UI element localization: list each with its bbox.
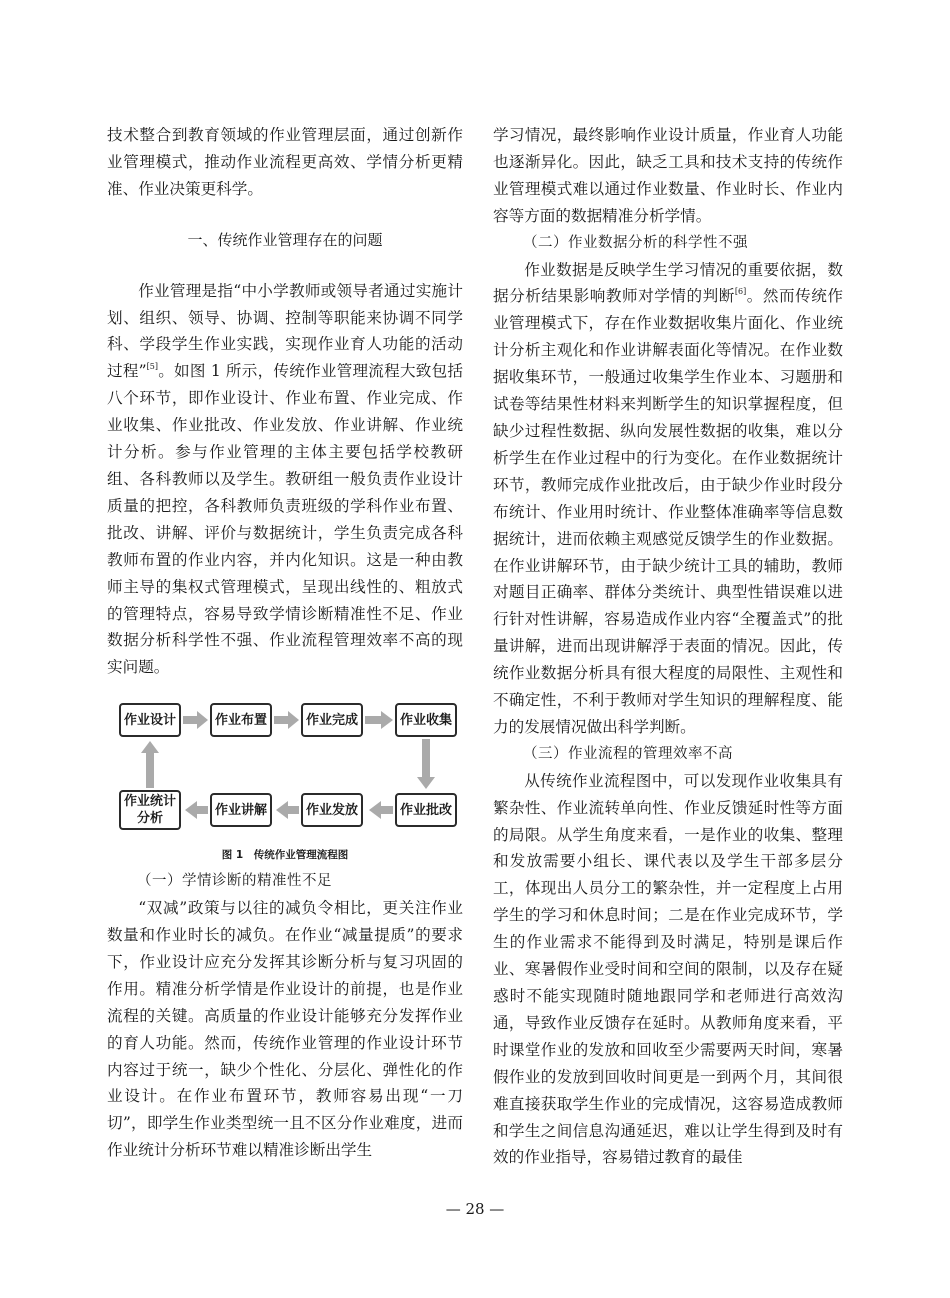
left-column <box>107 122 463 1164</box>
arrow-left-3 <box>185 801 208 819</box>
figure-caption: 图 1 传统作业管理流程图 <box>221 849 349 862</box>
reference-5: [5] <box>146 362 158 372</box>
paragraph-3-text-a: 作业数据是反映学生学习情况的重要依据，数据分析结果影响教师对学情的判断 <box>493 260 843 306</box>
flow-box-return: 作业发放 <box>301 793 363 827</box>
flow-box-assign: 作业布置 <box>210 703 272 737</box>
right-column <box>493 122 843 1171</box>
flow-box-design: 作业设计 <box>119 703 181 737</box>
flow-arrows <box>107 695 463 839</box>
paragraph-continued: 学习情况，最终影响作业设计质量，作业育人功能也逐渐异化。因此，缺乏工具和技术支持的传统作业管理模式难以通过作业数量、作业时长、作业内容等方面的数据精准分析学情。 <box>493 126 843 225</box>
paragraph-1-text-b: 。如图 1 所示，传统作业管理流程大致包括八个环节，即作业设计、作业布置、作业完成、作业收集、作业批改、作业发放、作业讲解、作业统计分析。参与作业管理的主体主要包括学校教研组、各科教师以及学生。教研组一般负责作业设计质量的把控，各科教师负责班级的学科作业布置、批改、讲解、评价与数据统计，学生负责完成各科教师布置的作业内容，并内化知识。这是一种由教师主导的集权式管理模式，呈现出线性的、粗放式的管理特点，容易导致学情诊断精准性不足、作业数据分析科学性不强、作业流程管理效率不高的现实问题。 <box>107 362 463 677</box>
arrow-left-1 <box>369 801 393 819</box>
arrow-right-1 <box>183 711 208 729</box>
subheading-2: （二）作业数据分析的科学性不强 <box>523 234 748 251</box>
paragraph-2: “双减”政策与以往的减负令相比，更关注作业数量和作业时长的减负。在作业“减量提质”的要求下，作业设计应充分发挥其诊断分析与复习巩固的作用。精准分析学情是作业设计的前提，也是作业流程的关键。高质量的作业设计能够充分发挥作业的育人功能。然而，传统作业管理的作业设计环节内容过于统一，缺少个性化、分层化、弹性化的作业设计。在作业布置环节，教师容易出现“一刀切”，即学生作业类型统一且不区分作业难度，进而作业统计分析环节难以精准诊断出学生 <box>107 899 463 1160</box>
intro-paragraph: 技术整合到教育领域的作业管理层面，通过创新作业管理模式，推动作业流程更高效、学情分析更精准、作业决策更科学。 <box>107 126 463 198</box>
paragraph-1 <box>107 278 463 682</box>
flow-box-grade: 作业批改 <box>395 793 457 827</box>
flow-box-analysis: 作业统计分析 <box>119 790 181 830</box>
subheading-3: （三）作业流程的管理效率不高 <box>523 745 733 762</box>
paragraph-3 <box>493 257 843 741</box>
arrow-down <box>417 739 435 789</box>
arrow-left-2 <box>276 801 299 819</box>
flow-box-complete: 作业完成 <box>301 703 363 737</box>
flowchart-figure <box>107 695 463 839</box>
arrow-up <box>141 741 159 788</box>
page-number: — 28 — <box>445 1200 505 1218</box>
paragraph-3-text-b: 。然而传统作业管理模式下，存在作业数据收集片面化、作业统计分析主观化和作业讲解表面化等情况。在作业数据收集环节，一般通过收集学生作业本、习题册和试卷等结果性材料来判断学生的知识掌握程度，但缺少过程性数据、纵向发展性数据的收集，难以分析学生在作业过程中的行为变化。在作业数据统计环节，教师完成作业批改后，由于缺少作业时段分布统计、作业用时统计、作业整体准确率等信息数据统计，进而依赖主观感觉反馈学生的作业数据。在作业讲解环节，由于缺少统计工具的辅助，教师对题目正确率、群体分类统计、典型性错误难以进行针对性讲解，容易造成作业内容“全覆盖式”的批量讲解，进而出现讲解浮于表面的情况。因此，传统作业数据分析具有很大程度的局限性、主观性和不确定性，不利于教师对学生知识的理解程度、能力的发展情况做出科学判断。 <box>493 287 843 736</box>
paragraph-4: 从传统作业流程图中，可以发现作业收集具有繁杂性、作业流转单向性、作业反馈延时性等方面的局限。从学生角度来看，一是作业的收集、整理和发放需要小组长、课代表以及学生干部多层分工，体现出人员分工的繁杂性，并一定程度上占用学生的学习和休息时间；二是在作业完成环节，学生的作业需求不能得到及时满足，特别是课后作业、寒暑假作业受时间和空间的限制，以及存在疑惑时不能实现随时随地跟同学和老师进行高效沟通，导致作业反馈存在延时。从教师角度来看，平时课堂作业的发放和回收至少需要两天时间，寒暑假作业的发放到回收时间更是一到两个月，其间很难直接获取学生作业的完成情况，这容易造成教师和学生之间信息沟通延迟，难以让学生得到及时有效的作业指导，容易错过教育的最佳 <box>493 771 843 1167</box>
flow-box-explain: 作业讲解 <box>210 793 272 827</box>
section-title: 一、传统作业管理存在的问题 <box>187 230 383 249</box>
arrow-right-3 <box>365 711 393 729</box>
subheading-1: （一）学情诊断的精准性不足 <box>137 873 332 890</box>
flow-box-collect: 作业收集 <box>395 703 457 737</box>
arrow-right-2 <box>274 711 299 729</box>
paragraph-1-text-a: 作业管理是指“中小学教师或领导者通过实施计划、组织、领导、协调、控制等职能来协调不同学科、学段学生作业实践，实现作业育人功能的活动过程” <box>107 281 463 381</box>
reference-6: [6] <box>734 287 747 297</box>
